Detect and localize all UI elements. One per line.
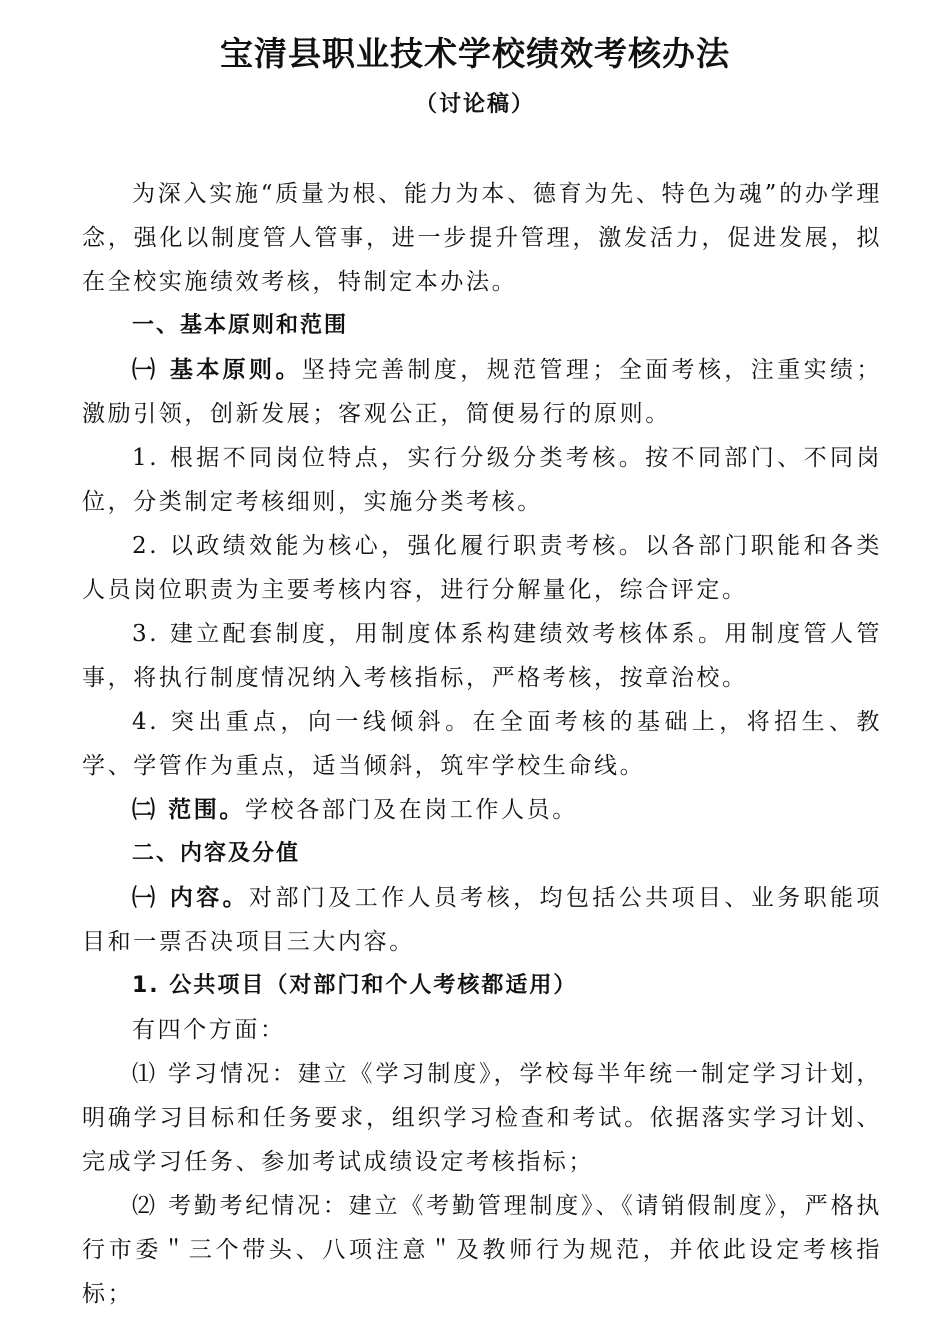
principle-item: 2. 以政绩效能为核心，强化履行职责考核。以各部门职能和各类人员岗位职责为主要考核内容，进行分解量化，综合评定。: [82, 533, 882, 603]
document-subtitle: （讨论稿）: [414, 92, 535, 117]
principle-item: 1. 根据不同岗位特点，实行分级分类考核。按不同部门、不同岗位，分类制定考核细则，实施分类考核。: [82, 445, 882, 515]
paragraph-lead: ㈠ 内容。: [132, 885, 250, 911]
content-paragraph: 有四个方面：: [132, 1017, 286, 1043]
scope-paragraph: ㈡ 范围。学校各部门及在岗工作人员。: [132, 797, 578, 823]
content-item: ⑴ 学习情况：建立《学习制度》，学校每半年统一制定学习计划，明确学习目标和任务要求，组织学习检查和考试。依据落实学习计划、完成学习任务、参加考试成绩设定考核指标；: [82, 1061, 882, 1175]
content-item: ⑵ 考勤考纪情况：建立《考勤管理制度》、《请销假制度》，严格执行市委＂三个带头、八项注意＂及教师行为规范，并依此设定考核指标；: [82, 1193, 882, 1307]
intro-paragraph: 为深入实施“质量为根、能力为本、德育为先、特色为魂”的办学理念，强化以制度管人管事，进一步提升管理，激发活力，促进发展，拟在全校实施绩效考核，特制定本办法。: [82, 181, 882, 295]
principle-item: 3. 建立配套制度，用制度体系构建绩效考核体系。用制度管人管事，将执行制度情况纳入考核指标，严格考核，按章治校。: [82, 621, 882, 691]
document-body: [82, 172, 882, 1316]
section-heading: 二、内容及分值: [132, 841, 301, 866]
paragraph-lead: ㈠ 基本原则。: [132, 357, 302, 383]
subsection-heading: 1. 公共项目（对部门和个人考核都适用）: [132, 973, 578, 998]
content-paragraph: ㈠ 内容。对部门及工作人员考核，均包括公共项目、业务职能项目和一票否决项目三大内容。: [82, 885, 882, 955]
document-title: 宝清县职业技术学校绩效考核办法: [220, 34, 730, 73]
section-heading: 一、基本原则和范围: [132, 313, 349, 338]
principle-item: 4. 突出重点，向一线倾斜。在全面考核的基础上，将招生、教学、学管作为重点，适当倾斜，筑牢学校生命线。: [82, 709, 882, 779]
principle-paragraph: ㈠ 基本原则。坚持完善制度，规范管理；全面考核，注重实绩；激励引领，创新发展；客观公正，简便易行的原则。: [82, 357, 882, 427]
paragraph-lead: ㈡ 范围。: [132, 797, 246, 823]
